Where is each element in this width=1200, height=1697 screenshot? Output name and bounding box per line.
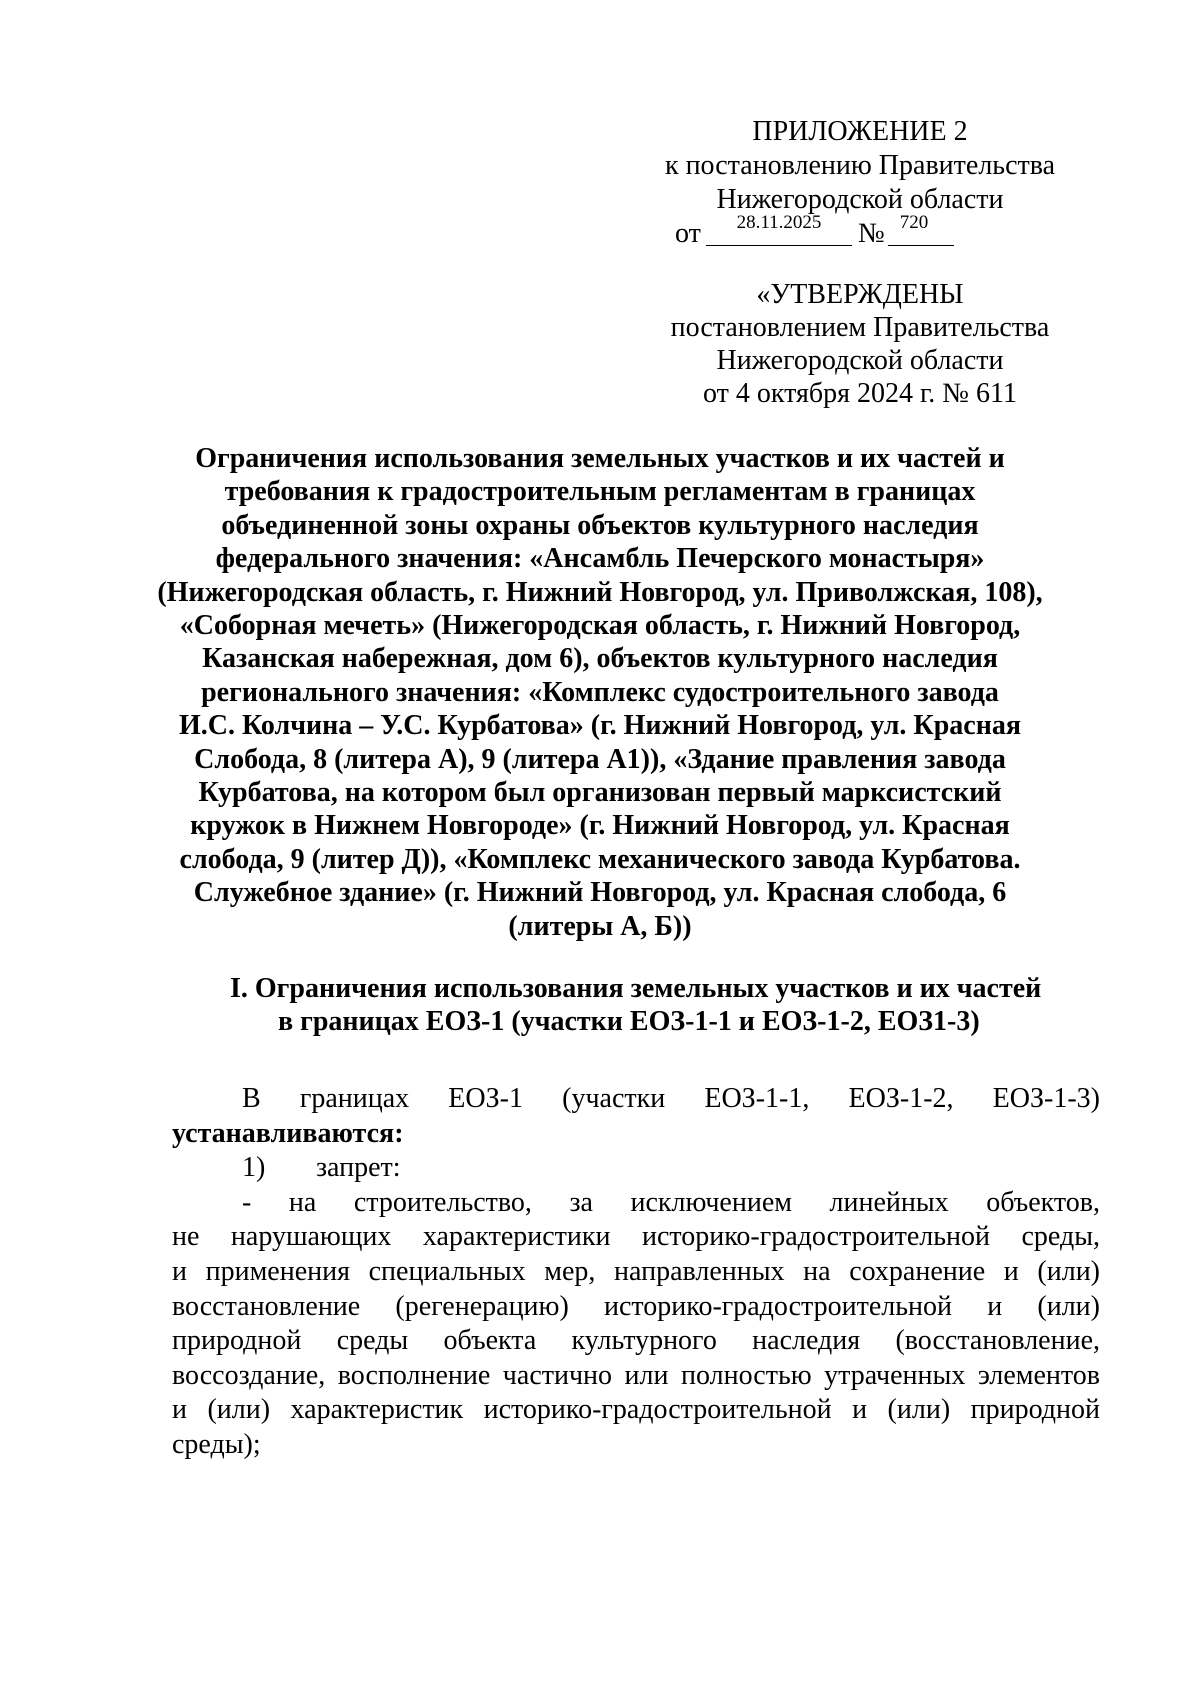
title-line: (литеры А, Б)) bbox=[508, 910, 692, 942]
section-heading-line: I. Ограничения использования земельных участков и их частей bbox=[230, 973, 1042, 1004]
intro-line: В границах ЕОЗ-1 (участки ЕОЗ-1-1, ЕОЗ-1-2, ЕОЗ-1-3) bbox=[242, 1083, 1100, 1114]
appendix-region-line: Нижегородской области bbox=[716, 184, 1004, 215]
title-line: объединенной зоны охраны объектов культурного наследия bbox=[221, 509, 979, 541]
approved-region-line: Нижегородской области bbox=[716, 345, 1004, 376]
appendix-title: ПРИЛОЖЕНИЕ 2 bbox=[752, 116, 968, 147]
appendix-block bbox=[620, 115, 1100, 251]
paragraph-line: и применения специальных мер, направленных на сохранение и (или) bbox=[172, 1255, 1100, 1287]
date-value: 28.11.2025 bbox=[736, 212, 822, 233]
approved-title: «УТВЕРЖДЕНЫ bbox=[756, 279, 964, 310]
paragraph-line: природной среды объекта культурного наследия (восстановление, bbox=[172, 1325, 1100, 1357]
date-underline bbox=[706, 245, 852, 246]
body-text bbox=[172, 1082, 1100, 1463]
title-line: кружок в Нижнем Новгороде» (г. Нижний Новгород, ул. Красная bbox=[190, 810, 1010, 842]
appendix-ref-line: к постановлению Правительства bbox=[664, 150, 1056, 181]
number-prefix: № bbox=[858, 218, 885, 249]
list-item-text: запрет: bbox=[316, 1152, 401, 1184]
section-heading bbox=[230, 972, 1100, 1038]
title-line: «Соборная мечеть» (Нижегородская область, г. Нижний Новгород, bbox=[179, 610, 1021, 642]
list-item bbox=[172, 1151, 1100, 1186]
title-line: Ограничения использования земельных участков и их частей и bbox=[195, 443, 1005, 474]
title-line: слобода, 9 (литер Д)), «Комплекс механического завода Курбатова. bbox=[179, 843, 1021, 875]
document-title bbox=[150, 442, 1050, 943]
title-line: Курбатова, на котором был организован первый марксистский bbox=[198, 777, 1002, 809]
title-line: регионального значения: «Комплекс судостроительного завода bbox=[201, 676, 999, 708]
title-line: требования к градостроительным регламентам в границах bbox=[224, 476, 976, 508]
paragraph-line: восстановление (регенерацию) историко-градостроительной и (или) bbox=[172, 1290, 1100, 1322]
section-heading-line: в границах ЕОЗ-1 (участки ЕОЗ-1-1 и ЕОЗ-1-2, ЕОЗ1-3) bbox=[278, 1006, 980, 1037]
list-item-number: 1) bbox=[242, 1152, 266, 1184]
paragraph-line: не нарушающих характеристики историко-градостроительной среды, bbox=[172, 1221, 1100, 1253]
date-prefix: от bbox=[675, 218, 701, 249]
paragraph-line: - на строительство, за исключением линейных объектов, bbox=[242, 1186, 1100, 1218]
paragraph-line: воссоздание, восполнение частично или полностью утраченных элементов bbox=[172, 1359, 1100, 1391]
intro-emphasis: устанавливаются: bbox=[172, 1117, 404, 1149]
number-underline bbox=[888, 245, 954, 246]
title-line: федерального значения: «Ансамбль Печерского монастыря» bbox=[215, 543, 985, 575]
appendix-date-row bbox=[620, 212, 1100, 251]
title-line: (Нижегородская область, г. Нижний Новгород, ул. Приволжская, 108), bbox=[157, 576, 1043, 608]
title-line: Служебное здание» (г. Нижний Новгород, ул. Красная слобода, 6 bbox=[193, 877, 1007, 909]
number-value: 720 bbox=[899, 212, 929, 233]
approved-block bbox=[620, 278, 1100, 410]
approved-date-line: от 4 октября 2024 г. № 611 bbox=[703, 378, 1017, 409]
approved-by-line: постановлением Правительства bbox=[670, 312, 1050, 343]
title-line: Слобода, 8 (литера А), 9 (литера А1)), «Здание правления завода bbox=[194, 743, 1006, 775]
paragraph-line: и (или) характеристик историко-градостроительной и (или) природной bbox=[172, 1394, 1100, 1426]
paragraph-last-line: среды); bbox=[172, 1428, 261, 1460]
title-line: Казанская набережная, дом 6), объектов культурного наследия bbox=[202, 643, 998, 675]
title-line: И.С. Колчина – У.С. Курбатова» (г. Нижний Новгород, ул. Красная bbox=[178, 710, 1021, 742]
